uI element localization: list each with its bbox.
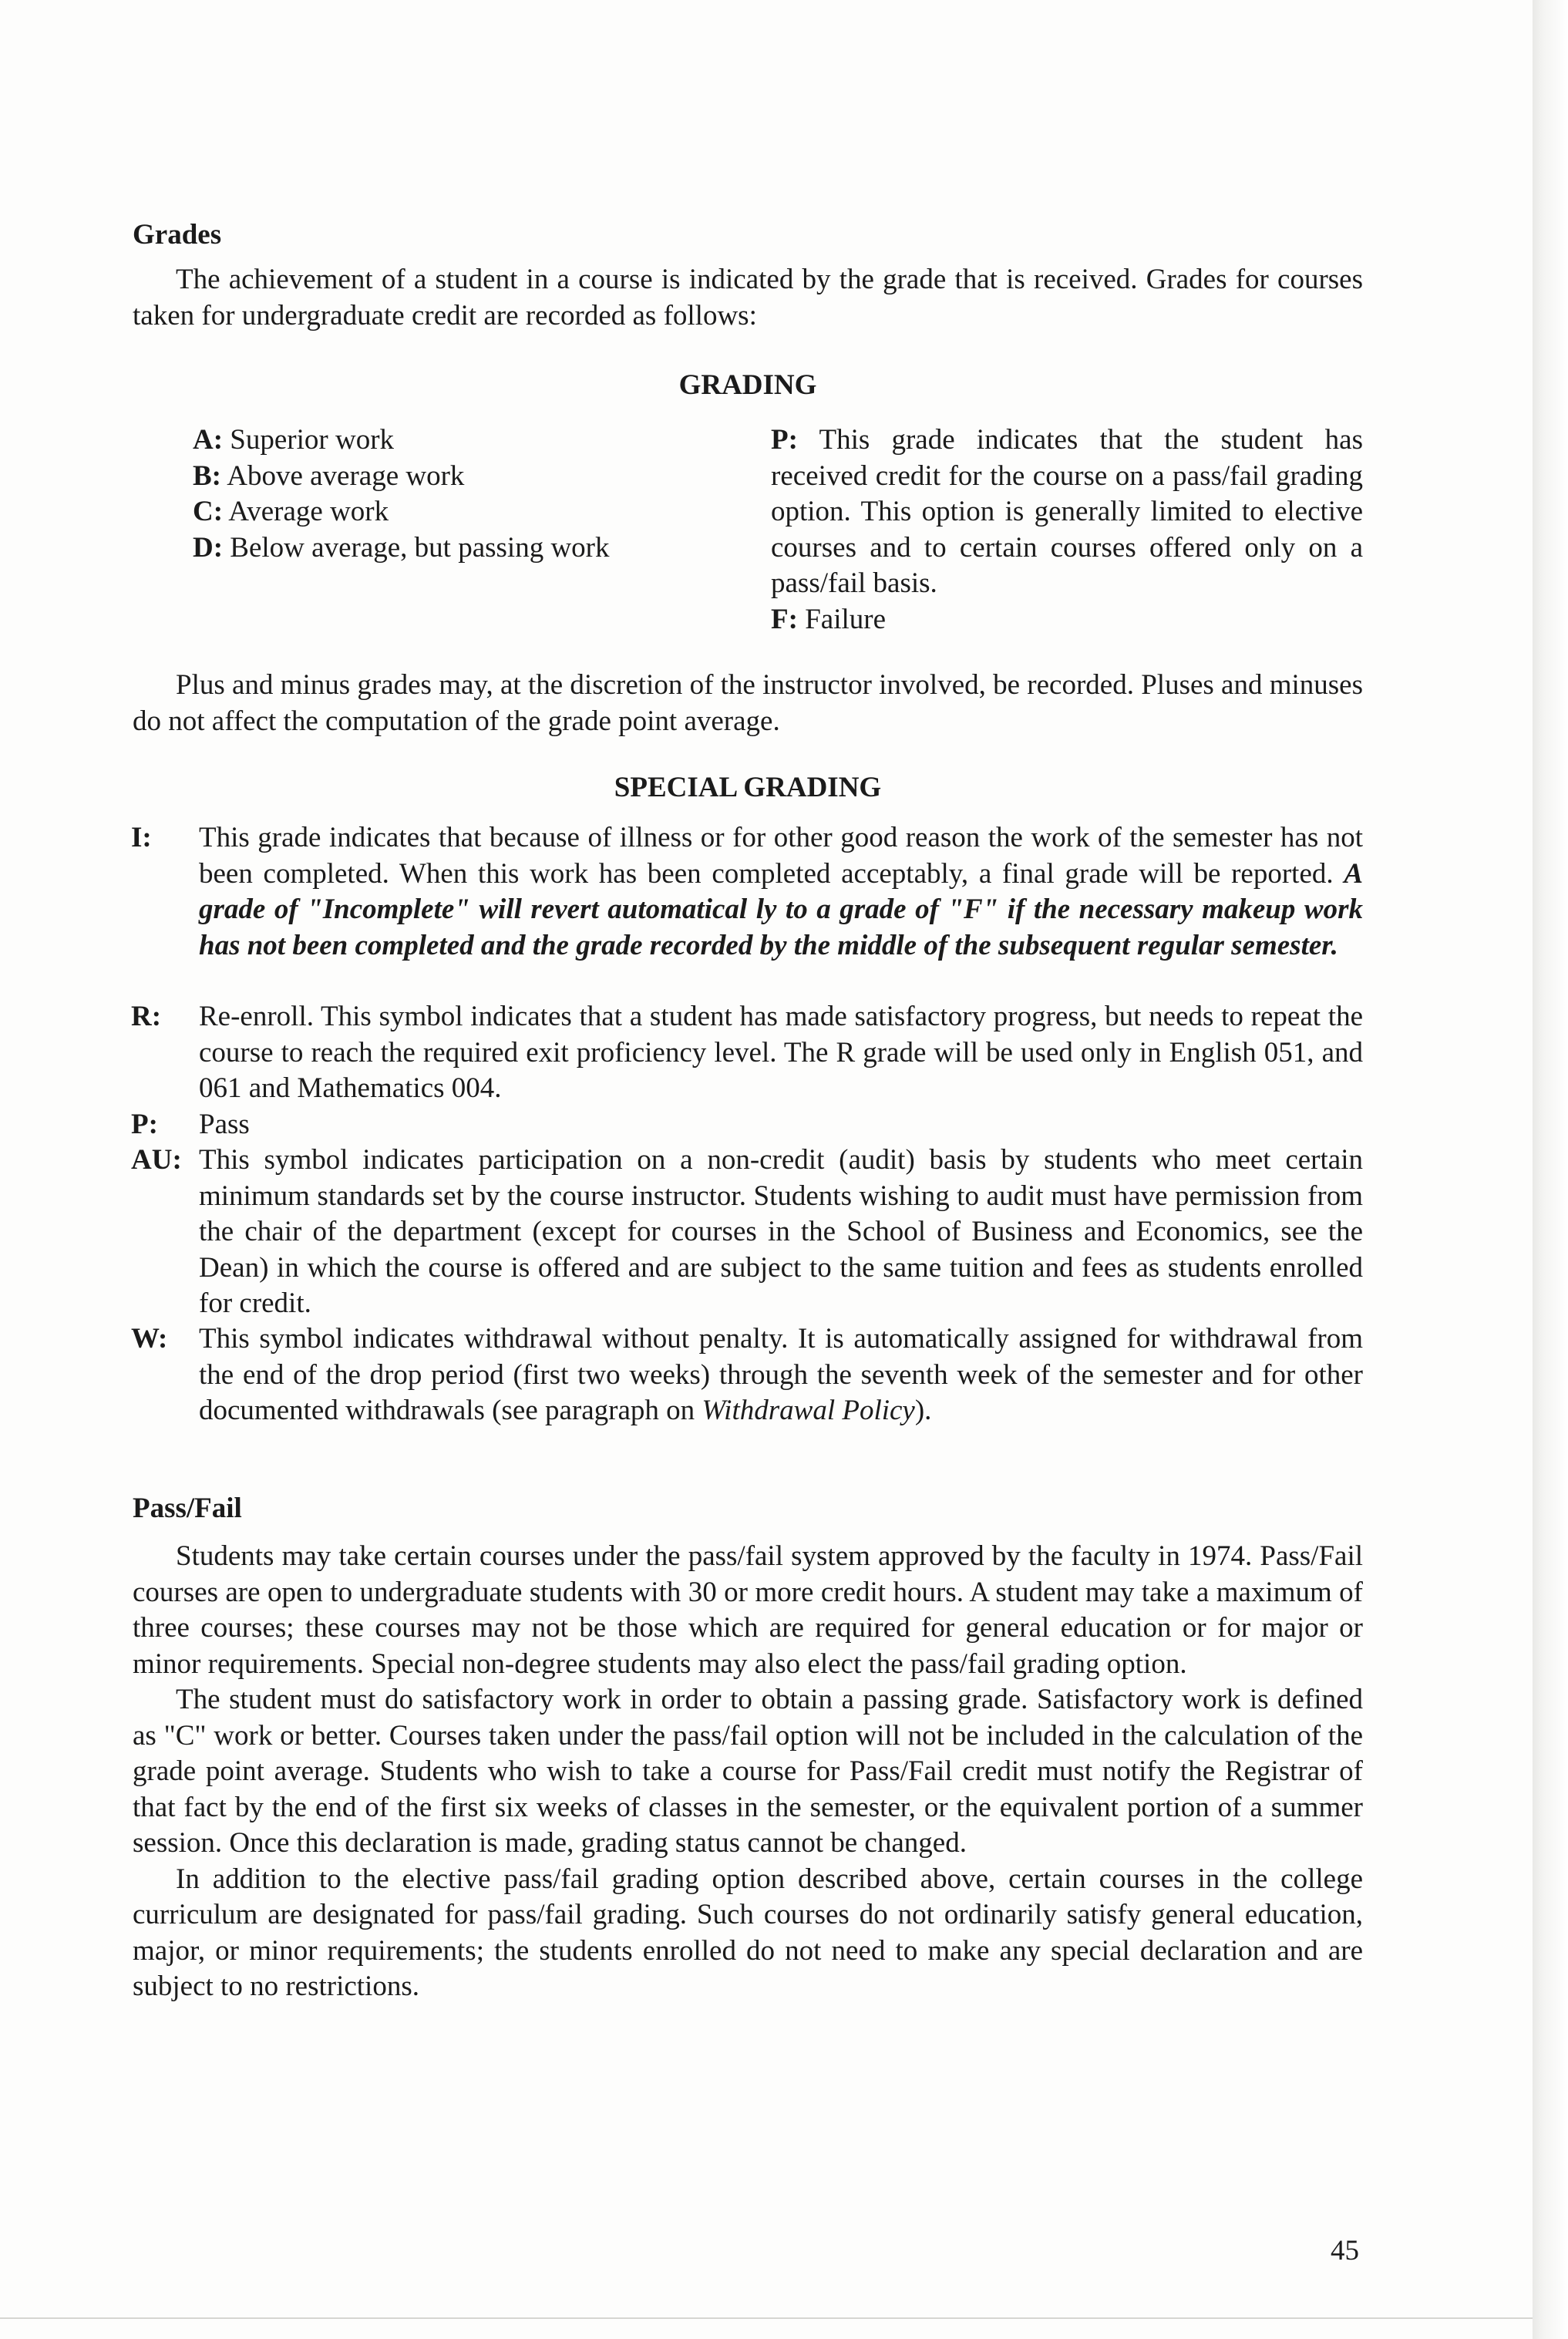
bottom-rule: [0, 2317, 1533, 2319]
passfail-paragraph: The student must do satisfactory work in order to obtain a passing grade. Satisfactory work is defined as "C" work or better. Courses taken under the pass/fail option will not be included in the calculation of the grade point average. Students who wish to take a course for Pass/Fail credit must notify the Registrar of that fact by the end of the first six weeks of classes in the semester, or the equivalent portion of a summer session. Once this declaration is made, grading status cannot be changed.: [133, 1684, 1363, 1859]
special-definition: This symbol indicates withdrawal without penalty. It is automatically assigned for withdrawal from the end of the drop period (first two weeks) through the seventh week of the semester and for other documented withdrawals (see paragraph on Withdrawal Policy).: [199, 1323, 1363, 1426]
grading-left-list: [193, 422, 732, 566]
special-definition: Pass: [199, 1109, 250, 1140]
special-definition: This symbol indicates participation on a non-credit (audit) basis by students who meet certain minimum standards set by the course instructor. Students wishing to audit must have permission from the chair of the department (except for courses in the School of Business and Economics, see the Dean) in which the course is offered and are subject to the same tuition and fees as students enrolled for credit.: [199, 1144, 1363, 1319]
special-definition: This grade indicates that because of illness or for other good reason the work of the semester has not been completed. When this work has been completed acceptably, a final grade will be reported. A grade of "Incomplete" will revert automatical ly to a grade of "F" if the necessary makeup work has not been completed and the grade recorded by the middle of the subsequent regular semester.: [199, 822, 1364, 961]
plus-minus-paragraph: Plus and minus grades may, at the discretion of the instructor involved, be recorded. Pluses and minuses do not affect the computation of the grade point average.: [133, 669, 1363, 737]
grading-right-list: [771, 422, 1363, 638]
grades-intro: The achievement of a student in a course is indicated by the grade that is received. Grades for courses taken for undergraduate credit are recorded as follows:: [133, 264, 1363, 331]
special-term: I:: [131, 822, 152, 853]
grade-f: F: Failure: [771, 603, 886, 635]
special-term: W:: [131, 1323, 168, 1355]
grade-p: P: This grade indicates that the student has received credit for the course on a pass/fail grading option. This option is generally limited to elective courses and to certain courses offered only on a pass/fail basis.: [771, 424, 1363, 599]
grade-b: B: Above average work: [193, 459, 465, 492]
page-number: 45: [1331, 2235, 1359, 2267]
passfail-heading: Pass/Fail: [133, 1493, 242, 1524]
grading-table-title: GRADING: [678, 369, 817, 401]
grades-heading: Grades: [133, 219, 222, 251]
special-grading-title: SPECIAL GRADING: [614, 772, 882, 803]
withdrawal-policy-reference: Withdrawal Policy: [702, 1395, 915, 1426]
grade-a: A: Superior work: [193, 424, 395, 456]
grade-d: D: Below average, but passing work: [193, 531, 610, 564]
special-term: AU:: [131, 1144, 182, 1176]
passfail-body: [133, 1539, 1363, 2005]
page-edge-shadow: [1533, 0, 1568, 2339]
passfail-paragraph: In addition to the elective pass/fail grading option described above, certain courses in the college curriculum are designated for pass/fail grading. Such courses do not ordinarily satisfy general education, major, or minor requirements; the students enrolled do not need to make any special declaration and are subject to no restrictions.: [133, 1863, 1363, 2002]
special-term: R:: [131, 1001, 162, 1032]
special-definition: Re-enroll. This symbol indicates that a student has made satisfactory progress, but needs to repeat the course to reach the required exit proficiency level. The R grade will be used only in English 051, and 061 and Mathematics 004.: [199, 1001, 1363, 1104]
passfail-paragraph: Students may take certain courses under the pass/fail system approved by the faculty in 1974. Pass/Fail courses are open to undergraduate students with 30 or more credit hours. A student may take a maximum of three courses; these courses may not be those which are required for general education or for major or minor requirements. Special non-degree students may also elect the pass/fail grading option.: [133, 1540, 1363, 1680]
grade-c: C: Average work: [193, 496, 389, 527]
special-term: P:: [131, 1109, 158, 1140]
